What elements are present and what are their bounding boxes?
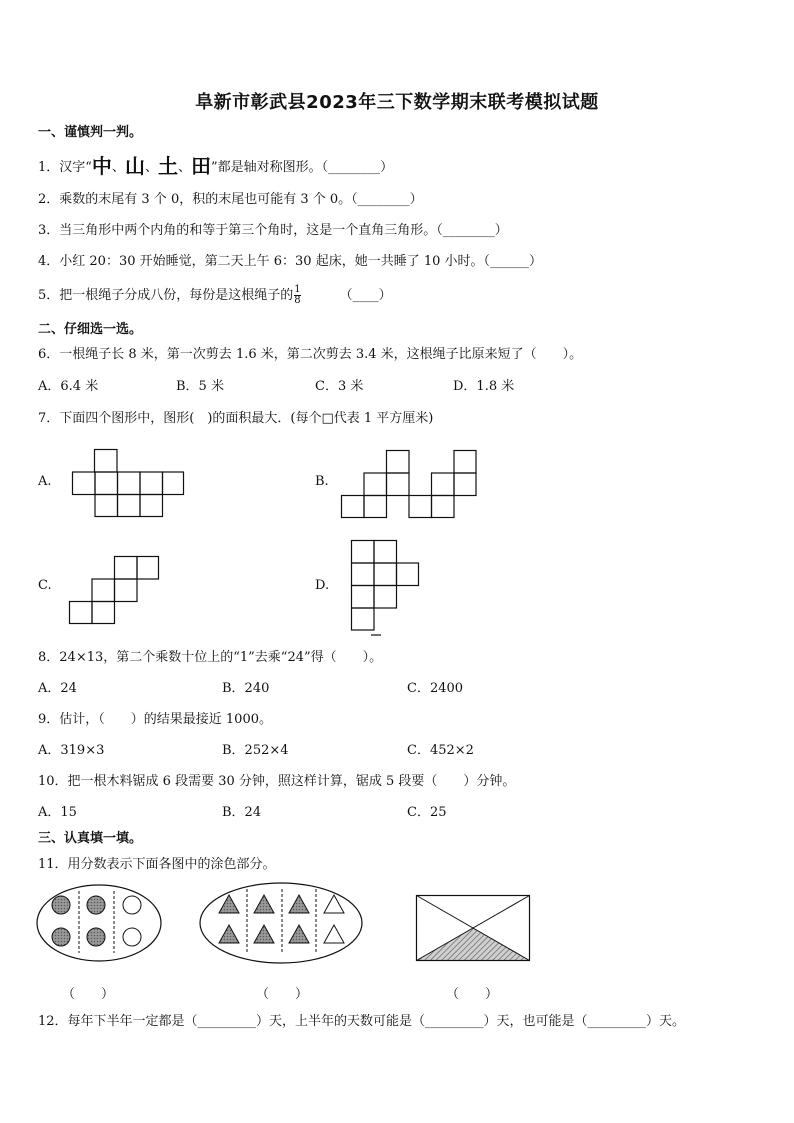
q7-figure-c (69, 556, 159, 624)
q1-char-2: 山 (124, 154, 145, 178)
page-title: 阜新市彰武县2023年三下数学期末联考模拟试题 (195, 92, 599, 113)
q7-label-d[interactable]: D. (315, 578, 330, 593)
q1-sep-3: 、 (177, 160, 191, 175)
q11-figure-rectangle (416, 895, 530, 961)
q5-frac-den: 8 (294, 295, 301, 306)
question-7: 7．下面四个图形中，图形( )的面积最大．(每个□代表 1 平方厘米) (38, 411, 434, 426)
q6-option-c[interactable]: C．3 米 (315, 379, 364, 394)
q1-sep-2: 、 (144, 160, 158, 175)
q8-option-c[interactable]: C．2400 (407, 681, 464, 696)
question-8: 8．24×13，第二个乘数十位上的“1”去乘“24”得（ ）。 (38, 650, 383, 665)
q1-char-1: 中 (91, 154, 112, 178)
q11-blank-3[interactable]: （ ） (446, 987, 499, 1002)
question-4: 4．小红 20：30 开始睡觉，第二天上午 6：30 起床，她一共睡了 10 小时。（______） (38, 254, 543, 269)
q1-suffix: ”都是轴对称图形。（________） (210, 160, 394, 175)
question-11: 11．用分数表示下面各图中的涂色部分。 (38, 857, 276, 872)
q10-option-a[interactable]: A．15 (38, 805, 77, 820)
section-heading-1: 一、谨慎判一判。 (38, 125, 143, 140)
q8-option-b[interactable]: B．240 (222, 681, 270, 696)
q6-option-d[interactable]: D．1.8 米 (453, 379, 515, 394)
q7-figure-b (341, 450, 477, 518)
question-1 (38, 150, 393, 179)
q8-option-a[interactable]: A．24 (38, 681, 77, 696)
q11-figure-circles (36, 883, 162, 963)
q5-fraction (294, 285, 300, 306)
section-heading-2: 二、仔细选一选。 (38, 322, 143, 337)
q11-blank-1[interactable]: （ ） (62, 987, 115, 1002)
q11-figure-triangles (199, 881, 363, 965)
q5-frac-num: 1 (294, 284, 301, 295)
question-10: 10．把一根木料锯成 6 段需要 30 分钟，照这样计算，锯成 5 段要（ ）分钟。 (38, 774, 516, 789)
q1-char-4: 田 (190, 154, 211, 178)
q5-answer: （____） (339, 288, 392, 303)
question-6: 6．一根绳子长 8 米，第一次剪去 1.6 米，第二次剪去 3.4 米，这根绳子比原来短了（ ）。 (38, 347, 583, 362)
question-2: 2．乘数的末尾有 3 个 0，积的末尾也可能有 3 个 0。（________） (38, 192, 423, 207)
q10-option-c[interactable]: C．25 (407, 805, 447, 820)
question-12: 12．每年下半年一定都是（_________）天，上半年的天数可能是（_________）天，也可能是（_________）天。 (38, 1014, 686, 1029)
question-3: 3．当三角形中两个内角的和等于第三个角时，这是一个直角三角形。（________） (38, 223, 508, 238)
q9-option-c[interactable]: C．452×2 (407, 743, 474, 758)
q11-blank-2[interactable]: （ ） (256, 987, 309, 1002)
q9-option-a[interactable]: A．319×3 (38, 743, 105, 758)
q1-sep-1: 、 (111, 160, 125, 175)
q1-char-3: 土 (157, 154, 178, 178)
q7-label-c[interactable]: C. (38, 578, 52, 593)
q7-label-b[interactable]: B. (315, 474, 329, 489)
q6-option-b[interactable]: B．5 米 (176, 379, 224, 394)
q7-figure-a (72, 449, 184, 517)
q7-label-a[interactable]: A. (38, 474, 52, 489)
q5-text: 5．把一根绳子分成八份，每份是这根绳子的 (38, 288, 294, 303)
q1-prefix: 1．汉字“ (38, 160, 92, 175)
question-9: 9．估计，（ ）的结果最接近 1000。 (38, 712, 272, 727)
q10-option-b[interactable]: B．24 (222, 805, 262, 820)
q6-option-a[interactable]: A．6.4 米 (38, 379, 99, 394)
q7-figure-d (351, 540, 419, 636)
q9-option-b[interactable]: B．252×4 (222, 743, 289, 758)
section-heading-3: 三、认真填一填。 (38, 831, 143, 846)
question-5 (38, 284, 392, 306)
